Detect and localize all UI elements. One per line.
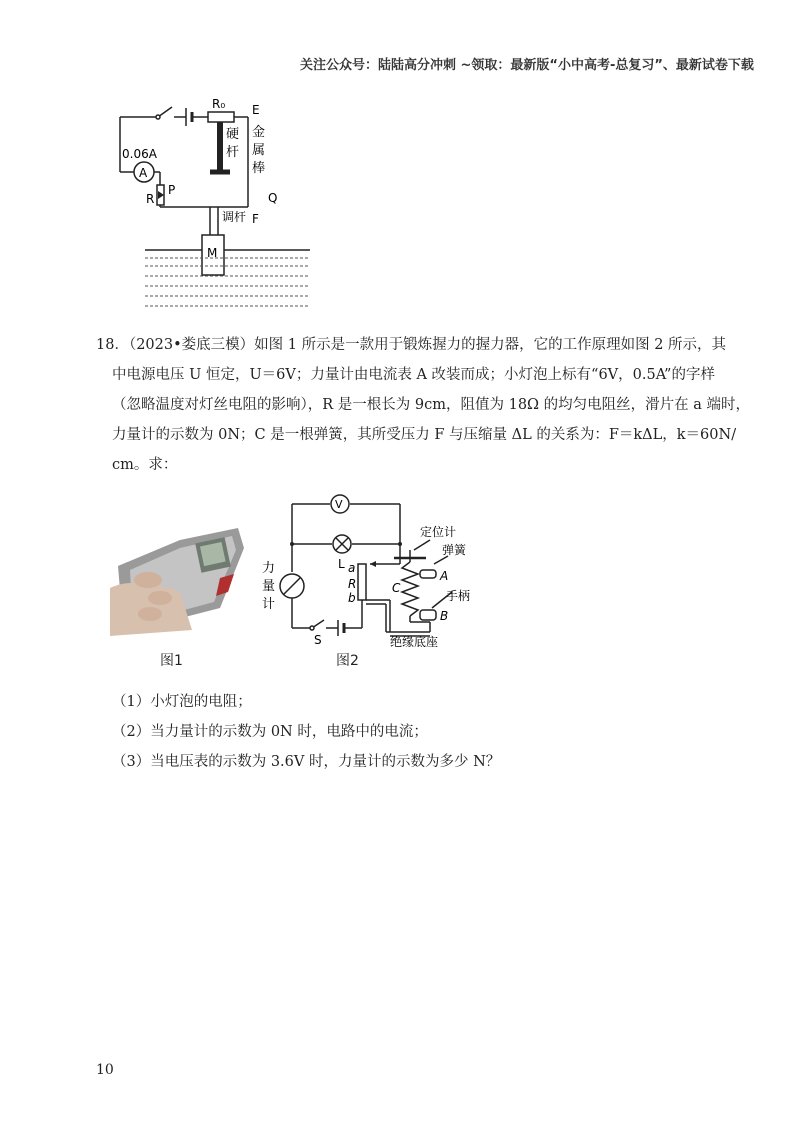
- spring-c-label: C: [392, 581, 401, 595]
- r-label: R: [146, 192, 155, 206]
- problem-18-text: [96, 330, 751, 480]
- page-number: 10: [96, 1062, 114, 1078]
- metal-rod-label-3: 棒: [252, 161, 266, 176]
- metal-rod-label-2: 属: [252, 143, 266, 158]
- grip-circuit-diagram: [262, 492, 502, 647]
- problem-line-3: （忽略温度对灯丝电阻的影响），R 是一根长为 9cm，阻值为 18Ω 的均匀电阻丝，滑片在 a 端时，: [112, 397, 751, 413]
- handle-a-label: A: [440, 569, 449, 583]
- adjust-rod-label: 调杆: [222, 210, 247, 224]
- resistor-r-label: R: [348, 577, 357, 591]
- question-1: （1）小灯泡的电阻；: [112, 694, 252, 710]
- force-meter-label-2: 量: [262, 579, 276, 594]
- a-end-label: a: [348, 561, 356, 575]
- hard-rod-label-1: 硬: [226, 127, 240, 142]
- hard-rod-label-2: 杆: [226, 145, 240, 160]
- handle-b-label: B: [440, 609, 449, 623]
- positioner-label: 定位计: [420, 525, 457, 539]
- voltmeter-symbol: V: [335, 498, 343, 511]
- problem-line-2: 中电源电压 U 恒定，U＝6V；力量计由电流表 A 改装而成；小灯泡上标有“6V，0.5A”的字样: [112, 367, 715, 383]
- ammeter-symbol: A: [139, 166, 148, 180]
- p-label: P: [168, 183, 176, 197]
- spring-label: 弹簧: [442, 543, 467, 557]
- ammeter-reading: 0.06A: [122, 147, 157, 161]
- switch-label: S: [314, 633, 322, 647]
- f-label: F: [252, 212, 259, 226]
- question-2: （2）当力量计的示数为 0N 时，电路中的电流；: [112, 724, 428, 740]
- problem-line-5: cm。求：: [112, 457, 178, 473]
- b-end-label: b: [348, 591, 356, 605]
- force-meter-label-3: 计: [262, 597, 276, 612]
- metal-rod-label-1: 金: [252, 125, 266, 140]
- figure-2-caption: 图2: [336, 653, 359, 669]
- force-meter-label-1: 力: [262, 561, 276, 576]
- lamp-label: L: [338, 557, 345, 571]
- figure-1-caption: 图1: [160, 653, 183, 669]
- grip-exerciser-photo: [110, 518, 250, 636]
- handle-label: 手柄: [446, 589, 471, 603]
- e-label: E: [252, 103, 260, 117]
- insulating-base-label: 绝缘底座: [390, 635, 439, 647]
- float-m-label: M: [207, 246, 218, 260]
- page-header: 关注公众号：陆陆高分冲刺 ~领取：最新版“小中高考-总复习”、最新试卷下载: [300, 58, 754, 73]
- question-3: （3）当电压表的示数为 3.6V 时，力量计的示数为多少 N？: [112, 754, 501, 770]
- q-label: Q: [268, 191, 278, 205]
- level-sensor-circuit-figure: [100, 90, 320, 315]
- r0-label: R₀: [212, 97, 226, 111]
- problem-line-4: 力量计的示数为 0N；C 是一根弹簧，其所受压力 F 与压缩量 ΔL 的关系为：F＝kΔL，k＝60N/: [112, 427, 737, 443]
- problem-line-1: 18．（2023•娄底三模）如图 1 所示是一款用于锻炼握力的握力器，它的工作原理如图 2 所示，其: [96, 337, 727, 353]
